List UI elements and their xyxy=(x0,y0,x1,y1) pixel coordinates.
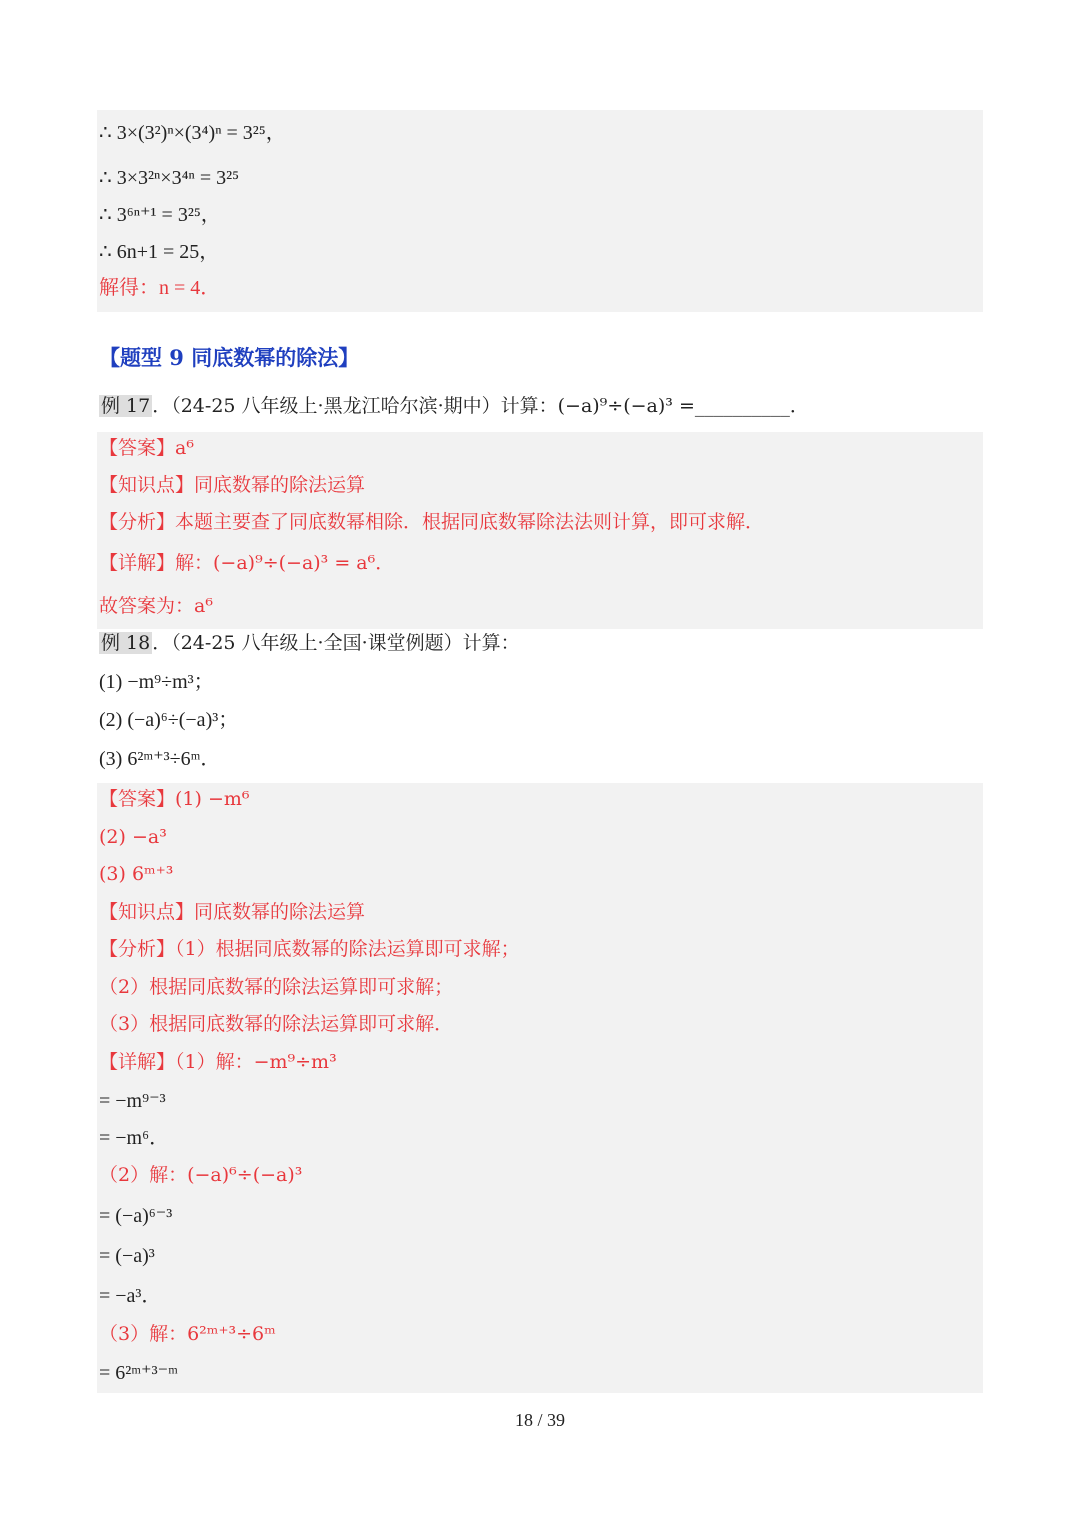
step-line: ∴ 3⁶ⁿ⁺¹ = 3²⁵， xyxy=(99,204,221,226)
detail-step: = 6²ᵐ⁺³⁻ᵐ xyxy=(99,1362,178,1384)
analysis-line: （3）根据同底数幂的除法运算即可求解． xyxy=(99,1013,454,1035)
answer-line: (2) −a³ xyxy=(99,826,167,848)
knowledge-line: 【知识点】同底数幂的除法运算 xyxy=(99,901,366,923)
question-text: ．（24-25 八年级上·全国·课堂例题）计算： xyxy=(152,632,520,654)
example-18-question xyxy=(99,631,520,655)
question-item: (1) −m⁹÷m³； xyxy=(99,671,214,693)
analysis-line: （2）根据同底数幂的除法运算即可求解； xyxy=(99,976,454,998)
question-item: (2) (−a)⁶÷(−a)³； xyxy=(99,709,239,731)
detail-step: = −m⁶． xyxy=(99,1127,170,1149)
step-line: ∴ 3×3²ⁿ×3⁴ⁿ = 3²⁵ xyxy=(99,167,240,189)
detail-line: （3）解：6²ᵐ⁺³÷6ᵐ xyxy=(99,1323,276,1345)
step-line: ∴ 6n+1 = 25， xyxy=(99,241,220,263)
answer-line: (3) 6ᵐ⁺³ xyxy=(99,863,174,885)
example-label: 例 18 xyxy=(101,632,151,654)
example-17-question xyxy=(99,394,809,418)
answer-line: 【答案】(1) −m⁶ xyxy=(99,788,250,810)
page-number: 18 / 39 xyxy=(514,1410,565,1430)
knowledge-line: 【知识点】同底数幂的除法运算 xyxy=(99,474,366,496)
analysis-line: 【分析】（1）根据同底数幂的除法运算即可求解； xyxy=(99,938,520,960)
detail-step: = −a³． xyxy=(99,1285,162,1307)
example-18-solution-block xyxy=(97,783,983,1393)
detail-line: （2）解：(−a)⁶÷(−a)³ xyxy=(99,1164,303,1186)
step-line: ∴ 3×(3²)ⁿ×(3⁴)ⁿ = 3²⁵， xyxy=(99,122,286,144)
analysis-line: 【分析】本题主要查了同底数幂相除．根据同底数幂除法法则计算，即可求解． xyxy=(99,511,765,533)
question-item: (3) 6²ᵐ⁺³÷6ᵐ． xyxy=(99,748,221,770)
example-label: 例 17 xyxy=(101,395,151,417)
detail-step: = (−a)³ xyxy=(99,1245,155,1267)
detail-line: 【详解】解：(−a)⁹÷(−a)³ = a⁶． xyxy=(99,552,395,574)
section-title: 【题型 9 同底数幂的除法】 xyxy=(99,345,360,370)
result-line: 解得：n = 4． xyxy=(99,277,221,299)
detail-step: = (−a)⁶⁻³ xyxy=(99,1205,173,1227)
question-text: ．（24-25 八年级上·黑龙江哈尔滨·期中）计算：(−a)⁹÷(−a)³ =__________． xyxy=(152,395,809,417)
answer-line: 【答案】a⁶ xyxy=(99,437,194,459)
final-answer-line: 故答案为：a⁶ xyxy=(99,595,213,617)
detail-line: 【详解】（1）解：−m⁹÷m³ xyxy=(99,1051,337,1073)
detail-step: = −m⁹⁻³ xyxy=(99,1090,166,1112)
